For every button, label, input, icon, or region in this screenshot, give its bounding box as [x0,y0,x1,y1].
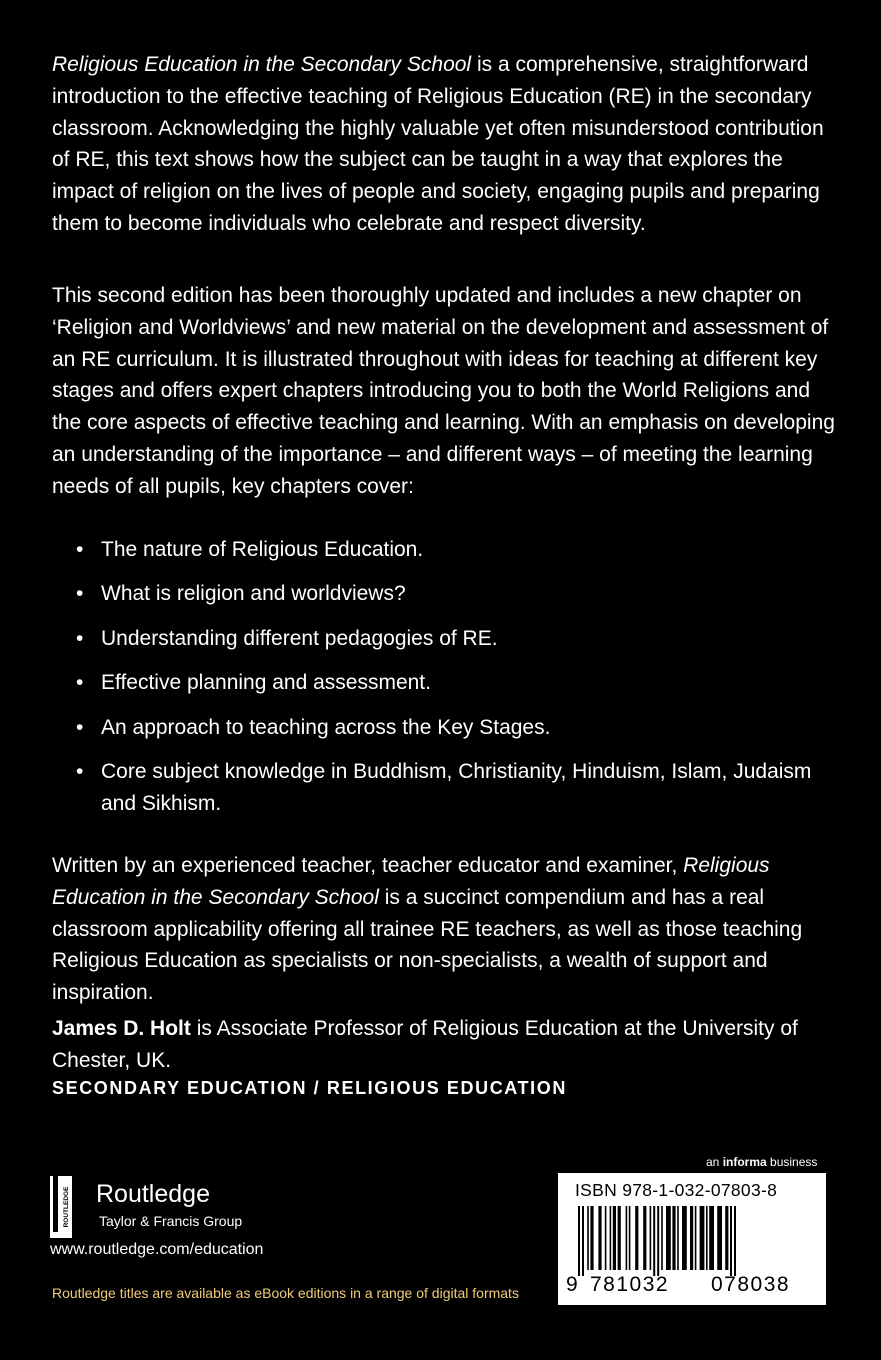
publisher-website: www.routledge.com/education [50,1241,264,1258]
publisher-group: Taylor & Francis Group [99,1213,243,1229]
barcode-bar [650,1206,652,1270]
bullet-icon: • [76,760,84,784]
barcode-bar [672,1206,675,1270]
list-item [76,756,836,820]
barcode-bar [629,1206,631,1270]
barcode-bar [590,1206,593,1270]
list-item-text: The nature of Religious Education. [101,538,424,561]
barcode-bar [661,1206,663,1270]
description-text: Written by an experienced teacher, teacher educator and examiner, [52,854,684,877]
book-title: Religious Education in the Secondary School [52,854,770,909]
publisher-name: Routledge [96,1180,210,1208]
subject-category: SECONDARY EDUCATION / RELIGIOUS EDUCATION [52,1078,567,1098]
barcode-bar [690,1206,693,1270]
list-item [76,623,836,655]
bullet-icon: • [76,582,84,606]
list-item-text: What is religion and worldviews? [101,582,406,606]
list-item-text: Effective planning and assessment. [101,671,431,695]
barcode-bar [666,1206,671,1270]
barcode-bar [598,1206,601,1270]
barcode-bar [626,1206,628,1270]
description-text: is a succinct compendium and has a real classroom applicability offering all trainee RE teachers, as well as those teaching Religious Education as specialists or non-specialists, a wealth of support and inspiration. [52,885,803,1005]
description-paragraph-2: This second edition has been thoroughly updated and includes a new chapter on ‘Religion and Worldviews’ and new material on the development and assessment of an RE curriculum. It is illustrated throughout with ideas for teaching at different key stages and offers expert chapters introducing you to both the World Religions and the core aspects of effective teaching and learning. With an emphasis on developing an understanding of the importance – and different ways – of meeting the learning needs of all pupils, key chapters cover: [52,284,835,498]
key-chapters-list [76,534,836,833]
barcode-bar [706,1206,708,1270]
routledge-logo-icon [50,1176,86,1238]
barcode-bar [613,1206,616,1270]
list-item [76,578,836,610]
barcode-bar [643,1206,646,1270]
author-bio [52,1013,842,1077]
bullet-icon: • [76,715,84,739]
barcode-bar [700,1206,705,1270]
list-item [76,712,836,744]
author-bio-text: is Associate Professor of Religious Education at the University of Chester, UK. [52,1017,798,1072]
bullet-icon: • [76,671,84,695]
ebook-note: Routledge titles are available as eBook editions in a range of digital formats [52,1285,519,1301]
list-item-text: Understanding different pedagogies of RE. [101,626,498,650]
barcode-bar [618,1206,621,1270]
barcode-bar [695,1206,697,1270]
barcode-bar [677,1206,679,1270]
barcode-bar [682,1206,687,1270]
barcode-bar [709,1206,714,1270]
description-text: is a comprehensive, straightforward introduction to the effective teaching of Religious Education (RE) in the secondary classroom. Acknowledging the highly valuable yet often misunderstood contribution of RE, this text shows how the subject can be taught in a way that explores the impact of religion on the lives of people and society, engaging pupils and preparing them to become individuals who celebrate and respect diversity. [52,53,824,235]
description-paragraph-1 [52,49,842,240]
book-title: Religious Education in the Secondary School [52,53,472,76]
barcode-bar [635,1206,638,1270]
barcode-bar [725,1206,728,1270]
bullet-icon: • [76,626,84,650]
list-item [76,667,836,699]
bullet-icon: • [76,538,84,561]
list-item [76,534,836,566]
list-item-text: Core subject knowledge in Buddhism, Christianity, Hinduism, Islam, Judaism and Sikhism. [101,760,812,816]
barcode-bar [605,1206,607,1270]
isbn-label: ISBN 978-1-032-07803-8 [575,1180,778,1200]
isbn-barcode-box: ISBN 978-1-032-07803-8 9 781032 078038 [558,1173,826,1305]
svg-text:ROUTLEDGE: ROUTLEDGE [63,1186,70,1228]
author-name: James D. Holt [52,1017,191,1040]
barcode-bar [587,1206,589,1270]
description-paragraph-3 [52,850,842,1009]
barcode [574,1206,814,1276]
informa-tagline: an informa business [706,1155,818,1169]
list-item-text: An approach to teaching across the Key Stages. [101,715,551,739]
barcode-bar [717,1206,722,1270]
barcode-bar [610,1206,612,1270]
